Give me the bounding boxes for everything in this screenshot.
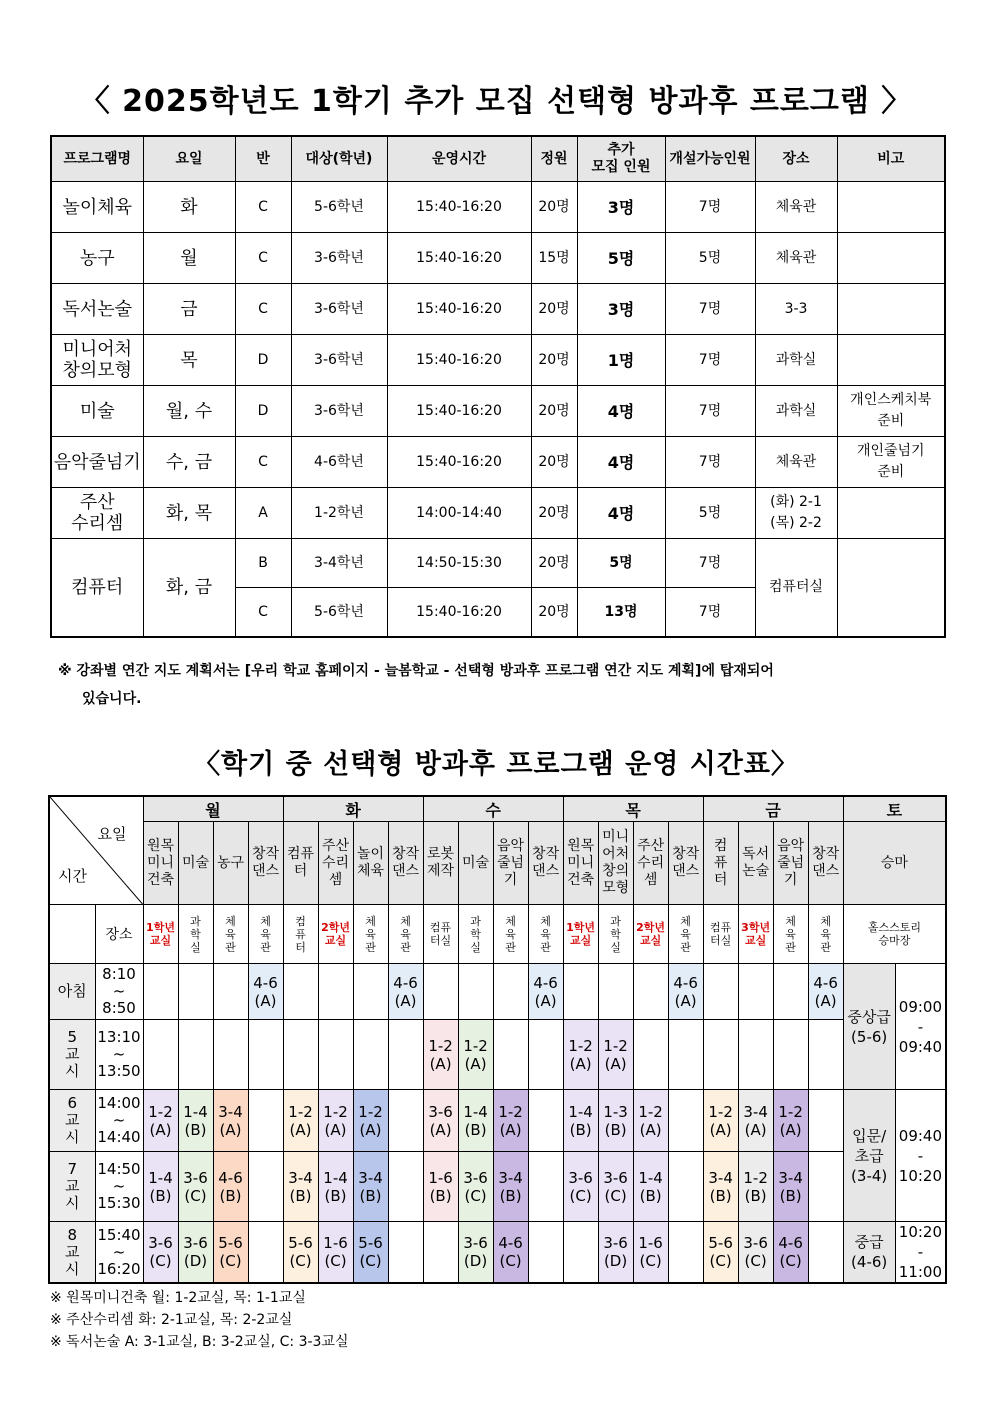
program-cell (837, 182, 945, 233)
schedule-cell: 3-4 (B) (703, 1152, 738, 1222)
schedule-cell: 1-2 (A) (773, 1090, 808, 1152)
schedule-cell (213, 964, 248, 1020)
program-cell (837, 284, 945, 335)
program-row (51, 539, 945, 588)
place-cell: 과 학 실 (178, 905, 213, 964)
day-header: 월 (143, 796, 283, 822)
schedule-cell (248, 1152, 283, 1222)
schedule-cell: 3-6 (C) (738, 1222, 773, 1284)
program-cell: 4명 (577, 437, 665, 488)
program-row (51, 437, 945, 488)
program-cell: 3-6학년 (291, 386, 387, 437)
saturday-group: 중급 (4-6) (843, 1222, 895, 1284)
schedule-cell (143, 964, 178, 1020)
program-cell: 독서논술 (51, 284, 143, 335)
schedule-cell: 3-4 (B) (493, 1152, 528, 1222)
schedule-cell: 1-2 (A) (318, 1090, 353, 1152)
program-cell: 15:40-16:20 (387, 335, 531, 386)
schedule-cell (668, 1020, 703, 1090)
schedule-cell (773, 964, 808, 1020)
period-row (49, 1222, 946, 1284)
schedule-cell (178, 964, 213, 1020)
schedule-cell: 4-6 (A) (808, 964, 843, 1020)
program-cell (837, 539, 945, 638)
corner-time-label: 시간 (58, 867, 87, 885)
header-cell: 정원 (531, 136, 577, 182)
period-label: 5 교 시 (49, 1020, 95, 1090)
schedule-cell (528, 1152, 563, 1222)
schedule-cell: 3-4 (B) (283, 1152, 318, 1222)
schedule-cell: 5-6 (C) (213, 1222, 248, 1284)
schedule-cell (388, 1222, 423, 1284)
schedule-cell: 5-6 (C) (703, 1222, 738, 1284)
program-header: 원목 미니 건축 (563, 822, 598, 905)
period-label: 8 교 시 (49, 1222, 95, 1284)
place-cell: 3학년 교실 (738, 905, 773, 964)
program-cell: A (235, 488, 291, 539)
program-cell: 컴퓨터실 (755, 539, 837, 638)
schedule-cell (178, 1020, 213, 1090)
program-cell: C (235, 284, 291, 335)
schedule-cell: 1-2 (A) (703, 1090, 738, 1152)
place-cell: 과 학 실 (598, 905, 633, 964)
place-cell: 체 육 관 (248, 905, 283, 964)
schedule-cell (668, 1222, 703, 1284)
program-cell: (화) 2-1 (목) 2-2 (755, 488, 837, 539)
schedule-cell: 3-6 (D) (178, 1222, 213, 1284)
schedule-cell (808, 1152, 843, 1222)
program-header: 창작 댄스 (248, 822, 283, 905)
program-cell: 3-3 (755, 284, 837, 335)
schedule-cell: 4-6 (A) (528, 964, 563, 1020)
schedule-cell: 1-2 (A) (423, 1020, 458, 1090)
schedule-cell (738, 1020, 773, 1090)
program-cell: 7명 (665, 284, 755, 335)
schedule-cell: 4-6 (A) (248, 964, 283, 1020)
schedule-cell: 1-4 (B) (458, 1090, 493, 1152)
schedule-cell (283, 964, 318, 1020)
timetable-title: 〈학기 중 선택형 방과후 프로그램 운영 시간표〉 (193, 749, 799, 780)
program-cell: 15:40-16:20 (387, 233, 531, 284)
schedule-cell: 1-6 (C) (318, 1222, 353, 1284)
period-time: 15:40 ~ 16:20 (95, 1222, 143, 1284)
program-cell: 과학실 (755, 386, 837, 437)
place-cell: 1학년 교실 (563, 905, 598, 964)
schedule-cell: 3-4 (A) (213, 1090, 248, 1152)
saturday-time: 09:40 - 10:20 (895, 1090, 946, 1222)
place-cell: 체 육 관 (493, 905, 528, 964)
schedule-cell (808, 1222, 843, 1284)
program-cell: 14:00-14:40 (387, 488, 531, 539)
place-cell: 체 육 관 (388, 905, 423, 964)
schedule-cell: 1-2 (A) (598, 1020, 633, 1090)
header-cell: 비고 (837, 136, 945, 182)
program-cell: 금 (143, 284, 235, 335)
schedule-cell (528, 1222, 563, 1284)
program-header: 미술 (178, 822, 213, 905)
header-cell: 요일 (143, 136, 235, 182)
program-header: 미술 (458, 822, 493, 905)
program-cell: C (235, 233, 291, 284)
header-cell: 운영시간 (387, 136, 531, 182)
program-cell: 15:40-16:20 (387, 182, 531, 233)
program-cell: 7명 (665, 539, 755, 588)
schedule-cell (283, 1020, 318, 1090)
period-row (49, 1090, 946, 1152)
schedule-cell: 1-4 (B) (318, 1152, 353, 1222)
schedule-cell: 3-6 (C) (178, 1152, 213, 1222)
timetable-day-row (49, 796, 946, 822)
schedule-cell (423, 1222, 458, 1284)
place-cell: 2학년 교실 (633, 905, 668, 964)
classroom-note: ※ 원목미니건축 월: 1-2교실, 목: 1-1교실 (50, 1290, 306, 1306)
program-cell: 3명 (577, 182, 665, 233)
place-cell: 체 육 관 (213, 905, 248, 964)
header-cell: 장소 (755, 136, 837, 182)
schedule-cell: 1-3 (B) (598, 1090, 633, 1152)
program-cell: 20명 (531, 588, 577, 638)
schedule-cell (668, 1152, 703, 1222)
schedule-cell (598, 964, 633, 1020)
schedule-cell: 3-6 (D) (458, 1222, 493, 1284)
schedule-cell (248, 1222, 283, 1284)
program-cell: 4명 (577, 488, 665, 539)
schedule-cell (773, 1020, 808, 1090)
schedule-cell (248, 1020, 283, 1090)
timetable-place-row (49, 905, 946, 964)
program-cell: 7명 (665, 437, 755, 488)
program-cell: 20명 (531, 488, 577, 539)
period-time: 13:10 ~ 13:50 (95, 1020, 143, 1090)
program-cell: B (235, 539, 291, 588)
program-cell: D (235, 386, 291, 437)
place-cell: 컴 퓨 터 (283, 905, 318, 964)
place-cell: 체 육 관 (668, 905, 703, 964)
program-cell: 화, 목 (143, 488, 235, 539)
schedule-cell (143, 1020, 178, 1090)
program-header: 원목 미니 건축 (143, 822, 178, 905)
schedule-cell: 4-6 (B) (213, 1152, 248, 1222)
program-cell: 20명 (531, 284, 577, 335)
program-row (51, 284, 945, 335)
program-cell: 개인스케치북 준비 (837, 386, 945, 437)
place-label: 장소 (95, 905, 143, 964)
schedule-cell: 5-6 (C) (353, 1222, 388, 1284)
corner-day-label: 요일 (97, 825, 127, 843)
program-cell: 주산 수리셈 (51, 488, 143, 539)
program-cell: 농구 (51, 233, 143, 284)
program-cell: 7명 (665, 588, 755, 638)
program-cell: 14:50-15:30 (387, 539, 531, 588)
schedule-cell: 1-6 (B) (423, 1152, 458, 1222)
day-header: 화 (283, 796, 423, 822)
schedule-cell: 3-6 (C) (598, 1152, 633, 1222)
program-cell: 월 (143, 233, 235, 284)
schedule-cell (738, 964, 773, 1020)
timetable (48, 795, 947, 1284)
header-cell: 개설가능인원 (665, 136, 755, 182)
program-cell: 4-6학년 (291, 437, 387, 488)
classroom-notes (50, 1287, 348, 1353)
schedule-cell: 4-6 (C) (773, 1222, 808, 1284)
schedule-cell: 4-6 (A) (388, 964, 423, 1020)
program-header: 컴 퓨 터 (703, 822, 738, 905)
saturday-group: 중상급 (5-6) (843, 964, 895, 1090)
program-row (51, 386, 945, 437)
schedule-cell (493, 964, 528, 1020)
schedule-cell (213, 1020, 248, 1090)
program-row (51, 233, 945, 284)
program-cell: 체육관 (755, 233, 837, 284)
schedule-cell: 5-6 (C) (283, 1222, 318, 1284)
schedule-cell (703, 964, 738, 1020)
schedule-cell (703, 1020, 738, 1090)
day-header: 수 (423, 796, 563, 822)
period-label: 6 교 시 (49, 1090, 95, 1152)
program-cell: 3-6학년 (291, 335, 387, 386)
program-cell: 화 (143, 182, 235, 233)
program-cell: 3-6학년 (291, 233, 387, 284)
saturday-time: 10:20 - 11:00 (895, 1222, 946, 1284)
program-cell: 13명 (577, 588, 665, 638)
schedule-cell (528, 1090, 563, 1152)
program-header: 창작 댄스 (528, 822, 563, 905)
timetable-program-row (49, 822, 946, 905)
classroom-note: ※ 독서논술 A: 3-1교실, B: 3-2교실, C: 3-3교실 (50, 1334, 349, 1350)
program-cell: 개인줄넘기 준비 (837, 437, 945, 488)
schedule-cell: 3-4 (B) (773, 1152, 808, 1222)
program-table-header (51, 136, 945, 182)
program-cell: 3-4학년 (291, 539, 387, 588)
day-header: 금 (703, 796, 843, 822)
program-cell: 5-6학년 (291, 182, 387, 233)
period-time: 14:00 ~ 14:40 (95, 1090, 143, 1152)
schedule-cell: 1-2 (A) (283, 1090, 318, 1152)
schedule-cell: 4-6 (A) (668, 964, 703, 1020)
program-cell: 1명 (577, 335, 665, 386)
schedule-cell (318, 1020, 353, 1090)
schedule-cell: 1-4 (B) (178, 1090, 213, 1152)
program-cell: C (235, 182, 291, 233)
program-row (51, 335, 945, 386)
program-header: 음악 줄넘 기 (773, 822, 808, 905)
program-header: 승마 (843, 822, 946, 905)
page-title: 〈 2025학년도 1학기 추가 모집 선택형 방과후 프로그램 〉 (79, 84, 913, 119)
schedule-cell (318, 964, 353, 1020)
schedule-cell: 3-6 (A) (423, 1090, 458, 1152)
program-cell (837, 233, 945, 284)
schedule-cell: 1-6 (C) (633, 1222, 668, 1284)
program-cell: C (235, 588, 291, 638)
program-cell (837, 488, 945, 539)
schedule-cell: 3-4 (A) (738, 1090, 773, 1152)
program-cell: 과학실 (755, 335, 837, 386)
schedule-cell (563, 1222, 598, 1284)
program-cell: 20명 (531, 386, 577, 437)
program-cell: 5명 (577, 539, 665, 588)
header-cell: 추가 모집 인원 (577, 136, 665, 182)
schedule-cell: 1-4 (B) (633, 1152, 668, 1222)
schedule-cell (353, 964, 388, 1020)
program-cell: 7명 (665, 335, 755, 386)
place-cell: 홀스스토리 승마장 (843, 905, 946, 964)
schedule-cell: 3-4 (B) (353, 1152, 388, 1222)
program-cell: 15:40-16:20 (387, 437, 531, 488)
program-cell: 15:40-16:20 (387, 386, 531, 437)
schedule-cell: 4-6 (C) (493, 1222, 528, 1284)
schedule-cell: 1-2 (A) (353, 1090, 388, 1152)
program-table (50, 135, 946, 638)
program-cell: 15:40-16:20 (387, 588, 531, 638)
program-header: 놀이 체육 (353, 822, 388, 905)
schedule-cell (353, 1020, 388, 1090)
program-cell: 7명 (665, 386, 755, 437)
schedule-cell: 1-2 (A) (563, 1020, 598, 1090)
header-cell: 대상(학년) (291, 136, 387, 182)
schedule-cell (388, 1090, 423, 1152)
schedule-cell: 1-2 (A) (143, 1090, 178, 1152)
period-row (49, 1020, 946, 1090)
place-cell: 과 학 실 (458, 905, 493, 964)
schedule-cell (563, 964, 598, 1020)
day-header: 목 (563, 796, 703, 822)
schedule-cell: 3-6 (C) (143, 1222, 178, 1284)
program-cell: 3-6학년 (291, 284, 387, 335)
schedule-cell (493, 1020, 528, 1090)
period-row (49, 1152, 946, 1222)
program-header: 미니 어처 창의 모형 (598, 822, 633, 905)
program-cell: 체육관 (755, 182, 837, 233)
place-cell: 1학년 교실 (143, 905, 178, 964)
period-time: 8:10 ~ 8:50 (95, 964, 143, 1020)
program-cell: D (235, 335, 291, 386)
period-time: 14:50 ~ 15:30 (95, 1152, 143, 1222)
period-row (49, 964, 946, 1020)
program-cell: 음악줄넘기 (51, 437, 143, 488)
schedule-cell (668, 1090, 703, 1152)
header-cell: 프로그램명 (51, 136, 143, 182)
program-cell: 15명 (531, 233, 577, 284)
program-cell (837, 335, 945, 386)
program-header: 창작 댄스 (388, 822, 423, 905)
schedule-cell (633, 1020, 668, 1090)
period-label: 7 교 시 (49, 1152, 95, 1222)
program-cell: 놀이체육 (51, 182, 143, 233)
place-cell: 2학년 교실 (318, 905, 353, 964)
program-cell: 월, 수 (143, 386, 235, 437)
program-header: 창작 댄스 (668, 822, 703, 905)
program-cell: 화, 금 (143, 539, 235, 638)
plan-note-line1: ※ 강좌별 연간 지도 계획서는 [우리 학교 홈페이지 - 늘봄학교 - 선택형 방과후 프로그램 연간 지도 계획]에 탑재되어 (58, 663, 774, 679)
program-header: 주산 수리 셈 (318, 822, 353, 905)
program-cell: 체육관 (755, 437, 837, 488)
schedule-cell: 1-2 (A) (493, 1090, 528, 1152)
program-header: 로봇 제작 (423, 822, 458, 905)
corner-diagonal (50, 797, 143, 904)
schedule-cell: 1-4 (B) (563, 1090, 598, 1152)
program-header: 창작 댄스 (808, 822, 843, 905)
program-row (51, 182, 945, 233)
schedule-cell (423, 964, 458, 1020)
program-header: 주산 수리 셈 (633, 822, 668, 905)
program-cell: 15:40-16:20 (387, 284, 531, 335)
schedule-cell: 3-6 (D) (598, 1222, 633, 1284)
program-header: 농구 (213, 822, 248, 905)
program-header: 음악 줄넘 기 (493, 822, 528, 905)
program-cell: 5명 (665, 233, 755, 284)
program-cell: 20명 (531, 539, 577, 588)
program-cell: 수, 금 (143, 437, 235, 488)
schedule-cell: 1-2 (A) (633, 1090, 668, 1152)
schedule-cell: 1-2 (B) (738, 1152, 773, 1222)
program-header: 컴퓨 터 (283, 822, 318, 905)
period-label: 아침 (49, 964, 95, 1020)
schedule-cell: 3-6 (C) (563, 1152, 598, 1222)
program-cell: 미술 (51, 386, 143, 437)
place-blank (49, 905, 95, 964)
schedule-cell (808, 1020, 843, 1090)
schedule-cell (248, 1090, 283, 1152)
place-cell: 컴퓨 터실 (423, 905, 458, 964)
program-cell: 컴퓨터 (51, 539, 143, 638)
program-header: 독서 논술 (738, 822, 773, 905)
program-cell: 5명 (665, 488, 755, 539)
schedule-cell (388, 1152, 423, 1222)
schedule-cell: 1-2 (A) (458, 1020, 493, 1090)
program-cell: 3명 (577, 284, 665, 335)
schedule-cell (388, 1020, 423, 1090)
place-cell: 체 육 관 (353, 905, 388, 964)
classroom-note: ※ 주산수리셈 화: 2-1교실, 목: 2-2교실 (50, 1312, 293, 1328)
place-cell: 체 육 관 (808, 905, 843, 964)
schedule-cell (808, 1090, 843, 1152)
schedule-cell (458, 964, 493, 1020)
timetable-corner (49, 796, 143, 905)
schedule-cell: 1-4 (B) (143, 1152, 178, 1222)
saturday-group: 입문/ 초급 (3-4) (843, 1090, 895, 1222)
day-header: 토 (843, 796, 946, 822)
place-cell: 체 육 관 (528, 905, 563, 964)
place-cell: 컴퓨 터실 (703, 905, 738, 964)
program-cell: 미니어처 창의모형 (51, 335, 143, 386)
program-cell: 5명 (577, 233, 665, 284)
program-cell: 1-2학년 (291, 488, 387, 539)
plan-note-line2: 있습니다. (82, 691, 142, 707)
program-cell: C (235, 437, 291, 488)
schedule-cell (528, 1020, 563, 1090)
saturday-time: 09:00 - 09:40 (895, 964, 946, 1090)
plan-note (58, 657, 948, 713)
program-cell: 20명 (531, 182, 577, 233)
header-cell: 반 (235, 136, 291, 182)
program-row (51, 488, 945, 539)
program-cell: 5-6학년 (291, 588, 387, 638)
schedule-cell (633, 964, 668, 1020)
place-cell: 체 육 관 (773, 905, 808, 964)
schedule-cell: 3-6 (C) (458, 1152, 493, 1222)
program-cell: 4명 (577, 386, 665, 437)
program-cell: 20명 (531, 335, 577, 386)
program-cell: 20명 (531, 437, 577, 488)
program-cell: 7명 (665, 182, 755, 233)
program-cell: 목 (143, 335, 235, 386)
